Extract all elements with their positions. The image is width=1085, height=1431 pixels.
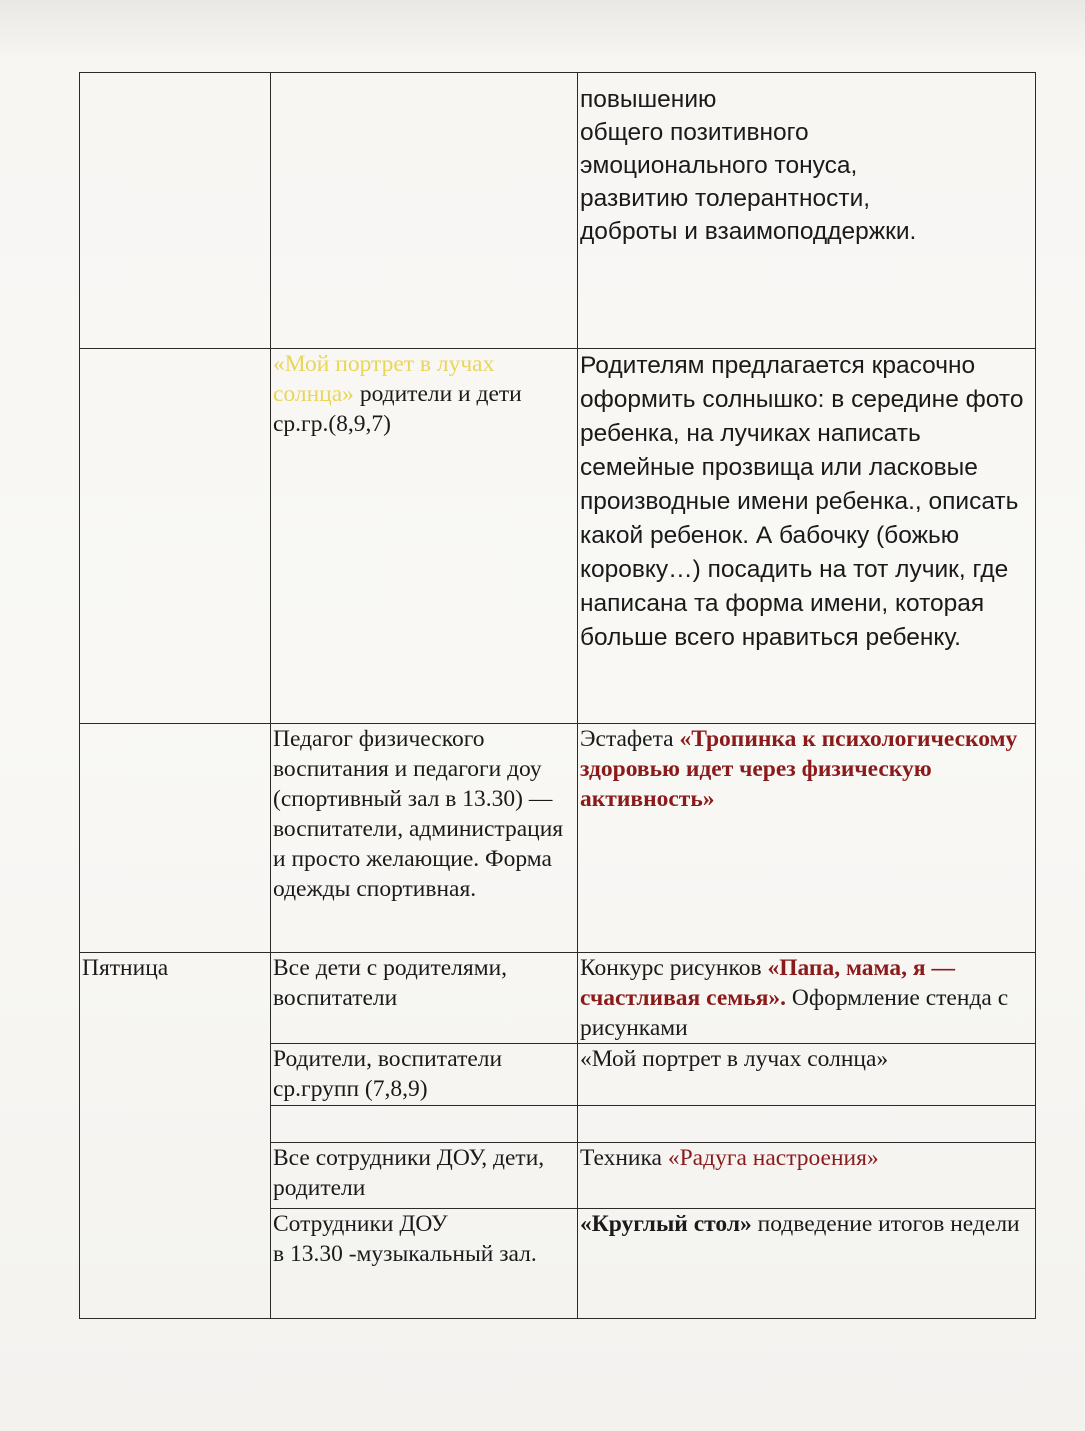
day-label: Пятница: [82, 955, 169, 981]
description-line: доброты и взаимоподдержки.: [580, 218, 917, 245]
description-line: развитию толерантности,: [580, 185, 871, 212]
description-cell: [578, 1106, 1036, 1143]
table-row: [80, 73, 1036, 349]
participants-cell: [271, 724, 578, 953]
description-line: эмоционального тонуса,: [580, 152, 858, 179]
description-cell: [578, 73, 1036, 349]
participants-text: Все дети с родителями, воспитатели: [273, 955, 508, 1011]
event-suffix: Оформление стенда с рисунками: [580, 985, 1009, 1041]
participants-text: Родители, воспитатели ср.групп (7,8,9): [273, 1046, 503, 1102]
description-text: Родителям предлагается красочно оформить солнышко: в середине фото ребенка, на лучиках написать семейные прозвища или ласковые производные имени ребенка., описать какой ребенок. А бабочку (божью коровку…) посадить на тот лучик, где написана та форма имени, которая больше всего нравиться ребенку.: [580, 352, 1024, 651]
description-cell: [578, 724, 1036, 953]
participants-line: Сотрудники ДОУ: [273, 1211, 448, 1237]
participants-cell: [271, 1143, 578, 1209]
participants-cell: [271, 1044, 578, 1106]
table-row: [80, 724, 1036, 953]
event-title: «Мой портрет в лучах солнца»: [273, 351, 495, 407]
participants-cell: [271, 1209, 578, 1319]
event-title: «Тропинка к психологическому здоровью идет через физическую активность»: [580, 726, 1018, 812]
participants-cell: [271, 73, 578, 349]
description-line: повышению: [580, 86, 717, 113]
day-cell: [80, 724, 271, 953]
event-suffix: подведение итогов недели: [751, 1211, 1020, 1237]
participants-text: Педагог физического воспитания и педагоги доу (спортивный зал в 13.30) — воспитатели, администрация и просто желающие. Форма одежды спортивная.: [273, 726, 564, 902]
participants-line: в 13.30 -музыкальный зал.: [273, 1241, 537, 1267]
table-row: [80, 349, 1036, 724]
event-title: «Круглый стол»: [580, 1211, 752, 1237]
participants-cell: [271, 349, 578, 724]
participants-cell: [271, 953, 578, 1044]
table-row: [80, 953, 1036, 1044]
description-cell: [578, 953, 1036, 1044]
participants-text: Все сотрудники ДОУ, дети, родители: [273, 1145, 545, 1201]
day-cell: [80, 73, 271, 349]
participants-cell: [271, 1106, 578, 1143]
event-prefix: Конкурс рисунков: [580, 955, 768, 981]
schedule-table: [79, 72, 1036, 1319]
event-text: «Мой портрет в лучах солнца»: [580, 1046, 889, 1072]
event-title: «Радуга настроения»: [667, 1145, 879, 1171]
event-prefix: Эстафета: [580, 726, 680, 752]
day-cell: [80, 349, 271, 724]
description-cell: [578, 1143, 1036, 1209]
description-cell: [578, 349, 1036, 724]
event-prefix: Техника: [580, 1145, 668, 1171]
day-cell: [80, 953, 271, 1319]
description-line: общего позитивного: [580, 119, 809, 146]
participants-text: родители и дети ср.гр.(8,9,7): [273, 381, 522, 437]
description-cell: [578, 1044, 1036, 1106]
event-title: «Папа, мама, я — счастливая семья».: [580, 955, 955, 1011]
description-cell: [578, 1209, 1036, 1319]
